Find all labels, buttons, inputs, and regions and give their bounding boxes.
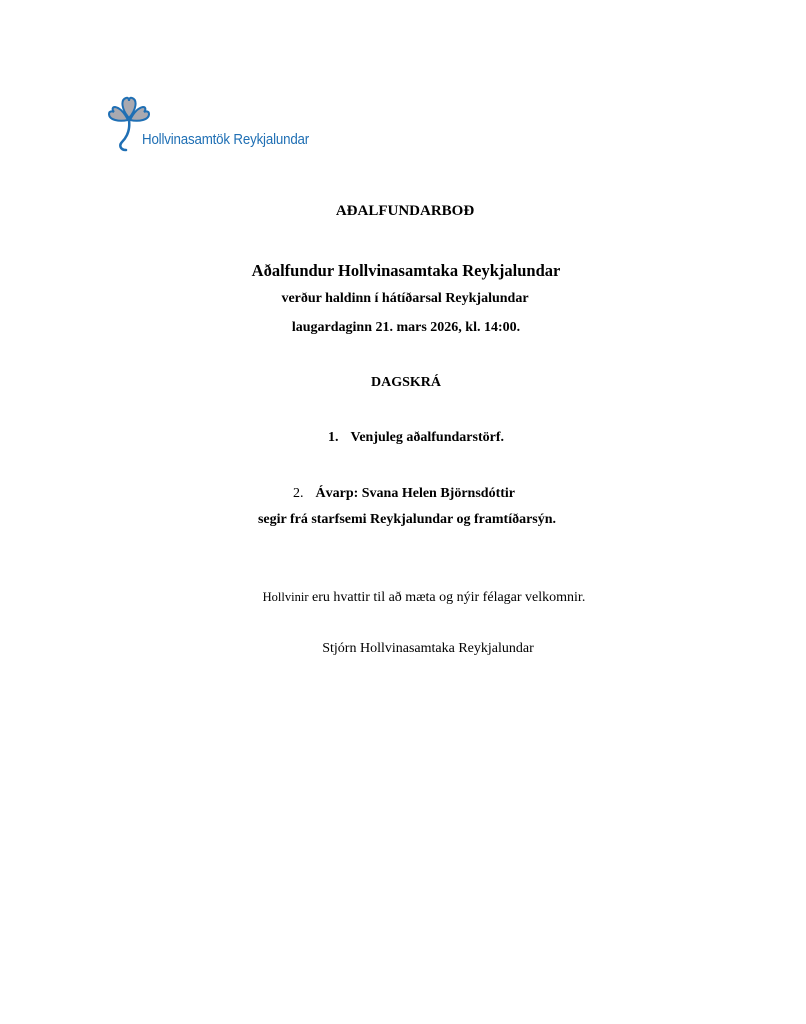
agenda-item-number: 2.: [293, 486, 304, 501]
agenda-item: [0, 430, 806, 446]
signature: Stjórn Hollvinasamtaka Reykjalundar: [322, 641, 534, 656]
agenda-item-number: 1.: [328, 430, 339, 445]
invitation-first-word: Hollvinir: [262, 590, 309, 604]
agenda-title: DAGSKRÁ: [370, 375, 441, 390]
agenda-item-text: Ávarp: Svana Helen Björnsdóttir: [315, 486, 515, 501]
agenda-item-continuation: segir frá starfsemi Reykjalundar og framtíðarsýn.: [257, 512, 557, 527]
agenda-item-text: Venjuleg aðalfundarstörf.: [350, 430, 504, 445]
meeting-datetime: laugardaginn 21. mars 2026, kl. 14:00.: [291, 320, 521, 335]
meeting-location: verður haldinn í hátíðarsal Reykjalundar: [281, 291, 529, 306]
document-title: AÐALFUNDARBOÐ: [335, 203, 475, 219]
invitation-rest: eru hvattir til að mæta og nýir félagar velkomnir.: [308, 590, 586, 605]
agenda-item: [0, 486, 806, 502]
invitation-text: [0, 590, 806, 606]
logo-wordmark: Hollvinasamtök Reykjalundar: [142, 132, 310, 148]
organization-logo: [104, 92, 324, 156]
meeting-heading: Aðalfundur Hollvinasamtaka Reykjalundar: [251, 261, 561, 280]
